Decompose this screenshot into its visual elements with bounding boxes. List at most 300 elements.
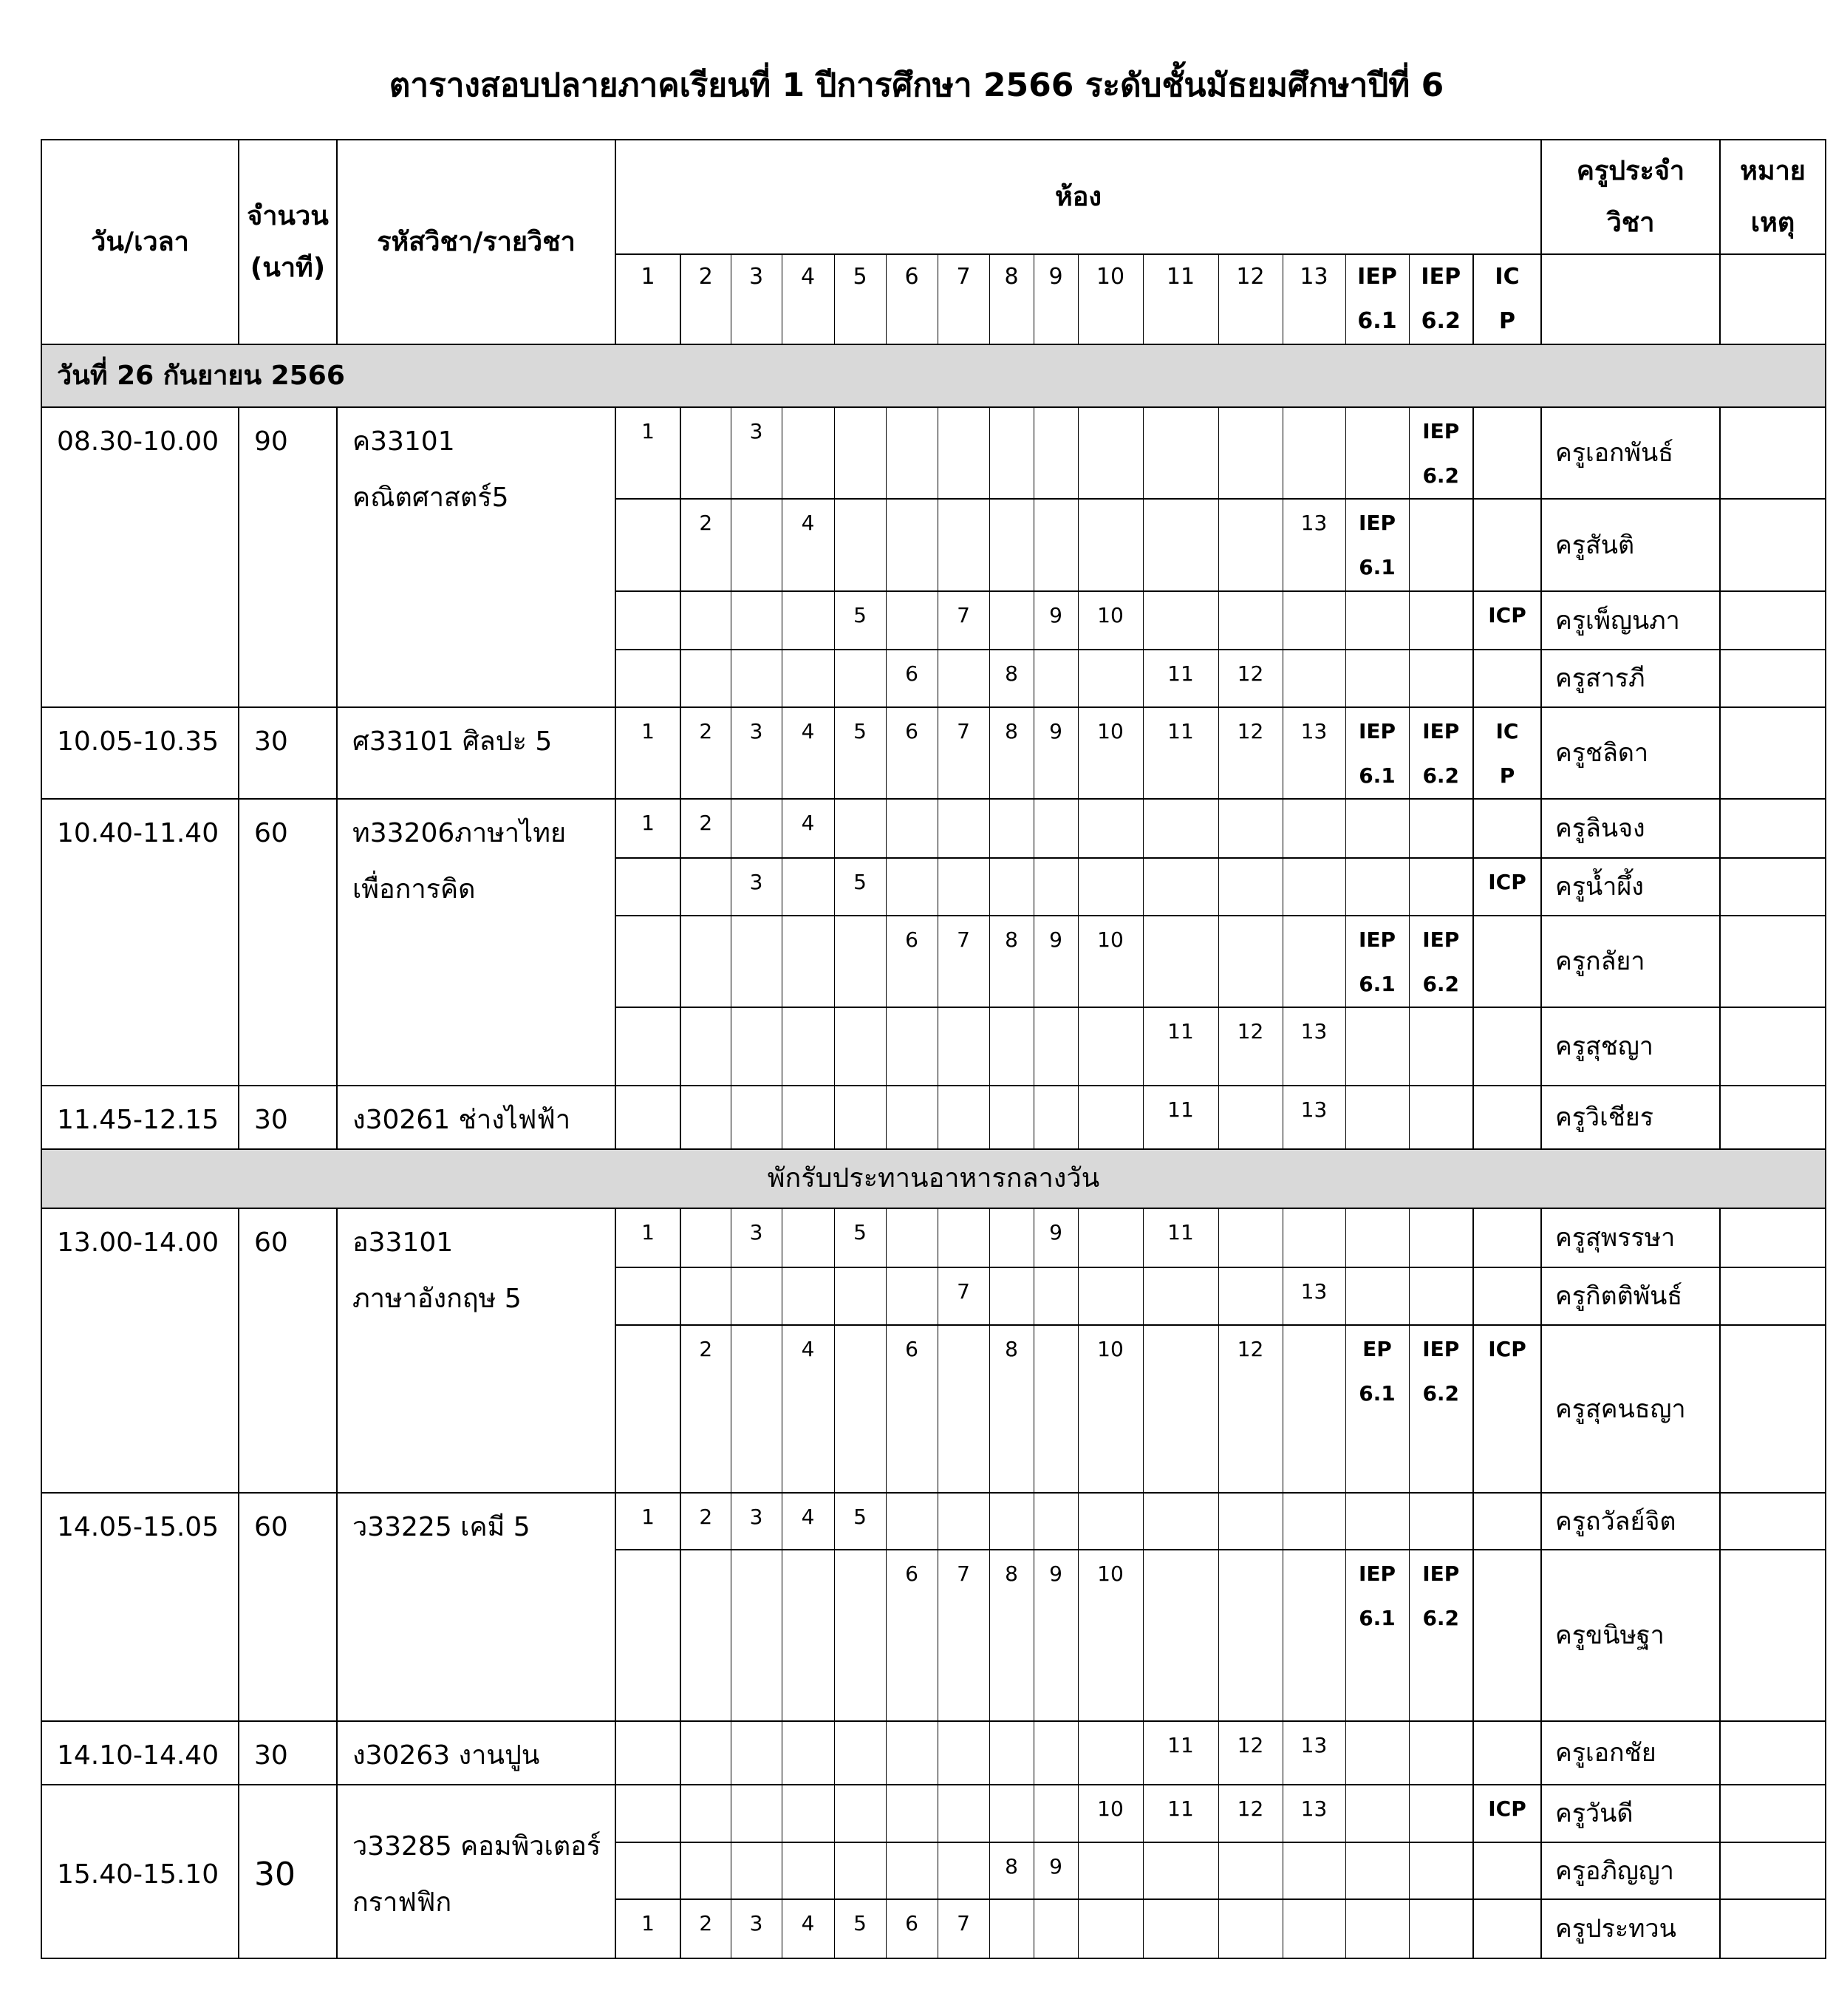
room-header-11: 11 [1143, 254, 1218, 344]
room-cell-13 [1283, 1550, 1345, 1721]
exam-subject [337, 1493, 615, 1721]
subject-name: คณิตศาสตร์5 [352, 483, 509, 513]
room-cell-16: ICP [1473, 858, 1541, 916]
room-cell-7 [938, 1325, 989, 1493]
room-cell-2 [680, 650, 731, 707]
room-cell-14 [1345, 650, 1409, 707]
room-cell-3: 3 [731, 1493, 782, 1550]
room-cell-8: 8 [989, 1325, 1034, 1493]
room-cell-14 [1345, 858, 1409, 916]
room-cell-16 [1473, 1086, 1541, 1149]
subject-code: ท33206ภาษาไทย [352, 818, 567, 848]
room-cell-3: 3 [731, 407, 782, 499]
room-cell-1 [615, 1086, 680, 1149]
room-cell-5: 5 [834, 858, 886, 916]
room-cell-7 [938, 499, 989, 591]
room-cell-6 [886, 1842, 938, 1899]
room-cell-3 [731, 499, 782, 591]
room-cell-11 [1143, 407, 1218, 499]
room-cell-4 [782, 1086, 834, 1149]
room-cell-12 [1218, 499, 1283, 591]
room-cell-14 [1345, 1267, 1409, 1325]
room-cell-8: 8 [989, 650, 1034, 707]
room-cell-2: 2 [680, 1899, 731, 1958]
room-cell-10: 10 [1078, 1325, 1143, 1493]
room-cell-9 [1034, 407, 1078, 499]
room-cell-15 [1409, 499, 1473, 591]
room-cell-12 [1218, 1267, 1283, 1325]
exam-row [41, 1721, 1826, 1785]
room-cell-1: 1 [615, 407, 680, 499]
subject-code: ง30263 งานปูน [352, 1740, 540, 1771]
room-cell-16: IC P [1473, 707, 1541, 799]
room-cell-11: 11 [1143, 1721, 1218, 1785]
exam-duration: 30 [239, 1086, 337, 1149]
room-cell-8: 8 [989, 1550, 1034, 1721]
room-cell-4: 4 [782, 799, 834, 858]
room-cell-13 [1283, 1208, 1345, 1267]
room-cell-14 [1345, 1493, 1409, 1550]
exam-time: 10.05-10.35 [41, 707, 239, 799]
room-cell-4 [782, 1007, 834, 1086]
note-cell [1720, 1267, 1826, 1325]
room-cell-7: 7 [938, 591, 989, 650]
room-cell-14: IEP 6.1 [1345, 499, 1409, 591]
room-cell-5 [834, 1325, 886, 1493]
room-cell-7 [938, 858, 989, 916]
exam-subject [337, 407, 615, 707]
note-cell [1720, 407, 1826, 499]
room-cell-10 [1078, 858, 1143, 916]
room-cell-9: 9 [1034, 1208, 1078, 1267]
note-cell [1720, 591, 1826, 650]
room-cell-2 [680, 1208, 731, 1267]
room-header-1: 1 [615, 254, 680, 344]
room-cell-5 [834, 1842, 886, 1899]
room-cell-4 [782, 916, 834, 1007]
room-cell-3: 3 [731, 707, 782, 799]
room-cell-6 [886, 858, 938, 916]
room-header-5: 5 [834, 254, 886, 344]
room-cell-10: 10 [1078, 916, 1143, 1007]
room-cell-14 [1345, 1007, 1409, 1086]
subject-name: กราฟฟิก [352, 1887, 452, 1918]
header-teacher: ครูประจำ วิชา [1541, 140, 1720, 254]
room-cell-13 [1283, 799, 1345, 858]
room-cell-9 [1034, 1007, 1078, 1086]
room-cell-2 [680, 916, 731, 1007]
exam-time: 11.45-12.15 [41, 1086, 239, 1149]
room-cell-2: 2 [680, 799, 731, 858]
note-cell [1720, 650, 1826, 707]
exam-duration: 60 [239, 799, 337, 1086]
header-teacher-sub [1541, 254, 1720, 344]
page-title: ตารางสอบปลายภาคเรียนที่ 1 ปีการศึกษา 2566 ระดับชั้นมัธยมศึกษาปีที่ 6 [389, 67, 1444, 104]
room-cell-12 [1218, 1842, 1283, 1899]
room-cell-10 [1078, 1086, 1143, 1149]
room-cell-11 [1143, 1842, 1218, 1899]
room-cell-16 [1473, 1267, 1541, 1325]
note-cell [1720, 1899, 1826, 1958]
room-cell-3: 3 [731, 858, 782, 916]
teacher-name: ครูสุชญา [1541, 1007, 1720, 1086]
subject-code: อ33101 [352, 1227, 454, 1258]
room-cell-7 [938, 1208, 989, 1267]
room-cell-15 [1409, 591, 1473, 650]
room-cell-8 [989, 1086, 1034, 1149]
room-cell-4 [782, 1721, 834, 1785]
room-cell-1 [615, 499, 680, 591]
room-cell-9 [1034, 499, 1078, 591]
day-row [41, 344, 1826, 407]
room-cell-1 [615, 650, 680, 707]
room-cell-3 [731, 1721, 782, 1785]
note-cell [1720, 858, 1826, 916]
room-cell-16 [1473, 1899, 1541, 1958]
room-cell-4 [782, 1550, 834, 1721]
room-cell-8 [989, 499, 1034, 591]
room-cell-16 [1473, 916, 1541, 1007]
room-cell-6: 6 [886, 1550, 938, 1721]
room-cell-2 [680, 1007, 731, 1086]
room-cell-8 [989, 1007, 1034, 1086]
room-cell-16 [1473, 799, 1541, 858]
header-date-time: วัน/เวลา [41, 140, 239, 344]
room-cell-1 [615, 1267, 680, 1325]
teacher-name: ครูเอกชัย [1541, 1721, 1720, 1785]
room-cell-5 [834, 1785, 886, 1842]
room-cell-8 [989, 858, 1034, 916]
room-cell-8: 8 [989, 916, 1034, 1007]
room-cell-15 [1409, 799, 1473, 858]
room-cell-16: ICP [1473, 1785, 1541, 1842]
room-cell-4: 4 [782, 499, 834, 591]
room-cell-13: 13 [1283, 1785, 1345, 1842]
room-cell-8 [989, 1493, 1034, 1550]
subject-name: ภาษาอังกฤษ 5 [352, 1284, 522, 1314]
teacher-name: ครูวิเชียร [1541, 1086, 1720, 1149]
room-cell-2: 2 [680, 1493, 731, 1550]
note-cell [1720, 1785, 1826, 1842]
room-cell-9: 9 [1034, 707, 1078, 799]
room-cell-12 [1218, 1493, 1283, 1550]
room-cell-2: 2 [680, 499, 731, 591]
room-cell-13: 13 [1283, 499, 1345, 591]
room-cell-13: 13 [1283, 707, 1345, 799]
room-cell-5 [834, 499, 886, 591]
teacher-name: ครูกิตติพันธ์ [1541, 1267, 1720, 1325]
room-cell-13: 13 [1283, 1007, 1345, 1086]
room-cell-11 [1143, 1899, 1218, 1958]
subject-code: ค33101 [352, 426, 455, 457]
room-cell-13: 13 [1283, 1721, 1345, 1785]
room-cell-16 [1473, 499, 1541, 591]
exam-subject [337, 1208, 615, 1493]
exam-row [41, 1785, 1826, 1842]
room-cell-10 [1078, 1721, 1143, 1785]
room-cell-15 [1409, 1208, 1473, 1267]
room-cell-15: IEP 6.2 [1409, 407, 1473, 499]
room-cell-15: IEP 6.2 [1409, 707, 1473, 799]
room-cell-10 [1078, 799, 1143, 858]
exam-schedule-table [41, 139, 1826, 1959]
room-header-2: 2 [680, 254, 731, 344]
teacher-name: ครูน้ำผึ้ง [1541, 858, 1720, 916]
room-cell-1 [615, 1842, 680, 1899]
room-cell-5 [834, 407, 886, 499]
lunch-break-row [41, 1149, 1826, 1208]
room-cell-6: 6 [886, 707, 938, 799]
room-cell-12 [1218, 591, 1283, 650]
exam-subject [337, 1785, 615, 1958]
room-cell-8 [989, 1267, 1034, 1325]
exam-duration: 60 [239, 1208, 337, 1493]
exam-row [41, 407, 1826, 499]
room-cell-3 [731, 916, 782, 1007]
room-cell-1: 1 [615, 1899, 680, 1958]
room-cell-11: 11 [1143, 707, 1218, 799]
room-cell-15 [1409, 1899, 1473, 1958]
room-cell-10 [1078, 1267, 1143, 1325]
room-cell-11 [1143, 499, 1218, 591]
room-cell-7 [938, 799, 989, 858]
room-cell-12: 12 [1218, 1721, 1283, 1785]
room-cell-8 [989, 591, 1034, 650]
teacher-name: ครูลินจง [1541, 799, 1720, 858]
room-cell-14 [1345, 1785, 1409, 1842]
room-cell-1 [615, 1007, 680, 1086]
exam-subject [337, 1721, 615, 1785]
room-cell-9 [1034, 1325, 1078, 1493]
room-cell-5 [834, 1007, 886, 1086]
teacher-name: ครูชลิดา [1541, 707, 1720, 799]
room-cell-1 [615, 916, 680, 1007]
room-cell-5: 5 [834, 591, 886, 650]
exam-duration: 60 [239, 1493, 337, 1721]
room-cell-6 [886, 1785, 938, 1842]
exam-row [41, 1086, 1826, 1149]
room-cell-10 [1078, 1842, 1143, 1899]
room-cell-5 [834, 1086, 886, 1149]
room-cell-11: 11 [1143, 1086, 1218, 1149]
room-cell-13 [1283, 916, 1345, 1007]
subject-code: ว33225 เคมี 5 [352, 1512, 530, 1542]
room-cell-3 [731, 1842, 782, 1899]
room-cell-16: ICP [1473, 1325, 1541, 1493]
room-cell-7 [938, 1086, 989, 1149]
room-cell-4 [782, 1267, 834, 1325]
room-cell-12 [1218, 799, 1283, 858]
room-cell-6 [886, 499, 938, 591]
room-cell-1 [615, 858, 680, 916]
header-subject: รหัสวิชา/รายวิชา [337, 140, 615, 344]
room-cell-11 [1143, 1493, 1218, 1550]
exam-time: 08.30-10.00 [41, 407, 239, 707]
room-cell-2 [680, 1842, 731, 1899]
room-cell-6: 6 [886, 1325, 938, 1493]
teacher-name: ครูสันติ [1541, 499, 1720, 591]
room-cell-12 [1218, 407, 1283, 499]
room-cell-9 [1034, 650, 1078, 707]
room-cell-10: 10 [1078, 1550, 1143, 1721]
room-cell-1: 1 [615, 1493, 680, 1550]
room-cell-8: 8 [989, 1842, 1034, 1899]
room-cell-2 [680, 1785, 731, 1842]
note-cell [1720, 1086, 1826, 1149]
exam-time: 14.10-14.40 [41, 1721, 239, 1785]
teacher-name: ครูวันดี [1541, 1785, 1720, 1842]
lunch-break-label: พักรับประทานอาหารกลางวัน [41, 1149, 1826, 1208]
room-cell-12 [1218, 1899, 1283, 1958]
room-cell-3 [731, 591, 782, 650]
room-cell-4: 4 [782, 707, 834, 799]
room-cell-4 [782, 650, 834, 707]
room-cell-16 [1473, 1007, 1541, 1086]
room-cell-13 [1283, 1325, 1345, 1493]
room-cell-9: 9 [1034, 916, 1078, 1007]
room-cell-3 [731, 1325, 782, 1493]
room-cell-10 [1078, 1007, 1143, 1086]
room-cell-12 [1218, 1208, 1283, 1267]
room-cell-6 [886, 591, 938, 650]
room-header-6: 6 [886, 254, 938, 344]
room-cell-14 [1345, 1086, 1409, 1149]
subject-code: ศ33101 ศิลปะ 5 [352, 726, 553, 757]
room-cell-9 [1034, 1899, 1078, 1958]
room-cell-10 [1078, 1899, 1143, 1958]
room-cell-4 [782, 591, 834, 650]
room-cell-7: 7 [938, 916, 989, 1007]
room-cell-9 [1034, 1493, 1078, 1550]
note-cell [1720, 1721, 1826, 1785]
room-cell-14 [1345, 1208, 1409, 1267]
room-cell-4 [782, 1842, 834, 1899]
room-cell-6 [886, 1086, 938, 1149]
room-cell-13 [1283, 1842, 1345, 1899]
room-cell-1 [615, 1550, 680, 1721]
room-cell-7: 7 [938, 1899, 989, 1958]
room-cell-16: ICP [1473, 591, 1541, 650]
room-header-7: 7 [938, 254, 989, 344]
room-cell-4: 4 [782, 1493, 834, 1550]
room-cell-2 [680, 407, 731, 499]
header-row [41, 140, 1826, 254]
room-cell-12: 12 [1218, 1325, 1283, 1493]
room-cell-3 [731, 1007, 782, 1086]
room-cell-12 [1218, 916, 1283, 1007]
room-cell-14 [1345, 407, 1409, 499]
room-cell-11 [1143, 858, 1218, 916]
room-header-14: IEP 6.1 [1345, 254, 1409, 344]
room-cell-15 [1409, 1267, 1473, 1325]
room-cell-3 [731, 650, 782, 707]
room-cell-6 [886, 1721, 938, 1785]
room-cell-6 [886, 1208, 938, 1267]
room-header-10: 10 [1078, 254, 1143, 344]
room-cell-15 [1409, 1086, 1473, 1149]
room-cell-7 [938, 1842, 989, 1899]
exam-duration: 30 [239, 1721, 337, 1785]
room-header-16: IC P [1473, 254, 1541, 344]
room-cell-12: 12 [1218, 707, 1283, 799]
room-cell-6 [886, 1493, 938, 1550]
room-cell-11: 11 [1143, 1785, 1218, 1842]
note-cell [1720, 916, 1826, 1007]
room-cell-7 [938, 650, 989, 707]
room-cell-7: 7 [938, 707, 989, 799]
room-header-3: 3 [731, 254, 782, 344]
exam-row [41, 707, 1826, 799]
room-cell-2 [680, 1267, 731, 1325]
note-cell [1720, 1550, 1826, 1721]
note-cell [1720, 1493, 1826, 1550]
room-cell-8 [989, 1721, 1034, 1785]
teacher-name: ครูสุคนธญา [1541, 1325, 1720, 1493]
header-rooms: ห้อง [615, 140, 1541, 254]
room-cell-12: 12 [1218, 1007, 1283, 1086]
room-cell-4 [782, 858, 834, 916]
note-cell [1720, 1007, 1826, 1086]
teacher-name: ครูสารภี [1541, 650, 1720, 707]
room-cell-13 [1283, 407, 1345, 499]
room-cell-7 [938, 1721, 989, 1785]
room-cell-8 [989, 1208, 1034, 1267]
room-cell-9: 9 [1034, 1842, 1078, 1899]
room-cell-9: 9 [1034, 591, 1078, 650]
note-cell [1720, 1842, 1826, 1899]
room-cell-2 [680, 858, 731, 916]
room-cell-5: 5 [834, 1208, 886, 1267]
room-cell-13: 13 [1283, 1086, 1345, 1149]
note-cell [1720, 1208, 1826, 1267]
room-cell-13 [1283, 1493, 1345, 1550]
note-cell [1720, 1325, 1826, 1493]
room-cell-2 [680, 1086, 731, 1149]
room-cell-13 [1283, 1899, 1345, 1958]
room-cell-5 [834, 1267, 886, 1325]
room-cell-6: 6 [886, 650, 938, 707]
room-cell-9 [1034, 1785, 1078, 1842]
room-cell-5 [834, 1721, 886, 1785]
teacher-name: ครูเพ็ญนภา [1541, 591, 1720, 650]
room-cell-4 [782, 1785, 834, 1842]
teacher-name: ครูประทวน [1541, 1899, 1720, 1958]
room-cell-15: IEP 6.2 [1409, 1325, 1473, 1493]
room-cell-16 [1473, 650, 1541, 707]
room-cell-7 [938, 1007, 989, 1086]
room-cell-9 [1034, 1267, 1078, 1325]
room-cell-15 [1409, 1842, 1473, 1899]
room-cell-3 [731, 1785, 782, 1842]
room-cell-14: IEP 6.1 [1345, 1550, 1409, 1721]
room-cell-11: 11 [1143, 650, 1218, 707]
teacher-name: ครูเอกพันธ์ [1541, 407, 1720, 499]
room-header-8: 8 [989, 254, 1034, 344]
teacher-name: ครูขนิษฐา [1541, 1550, 1720, 1721]
room-cell-3 [731, 1550, 782, 1721]
note-cell [1720, 707, 1826, 799]
room-cell-8 [989, 1899, 1034, 1958]
room-cell-15 [1409, 650, 1473, 707]
room-cell-7 [938, 407, 989, 499]
room-cell-15 [1409, 858, 1473, 916]
room-cell-15 [1409, 1721, 1473, 1785]
room-header-13: 13 [1283, 254, 1345, 344]
room-cell-1 [615, 591, 680, 650]
room-cell-6 [886, 407, 938, 499]
room-cell-2 [680, 591, 731, 650]
room-cell-13: 13 [1283, 1267, 1345, 1325]
